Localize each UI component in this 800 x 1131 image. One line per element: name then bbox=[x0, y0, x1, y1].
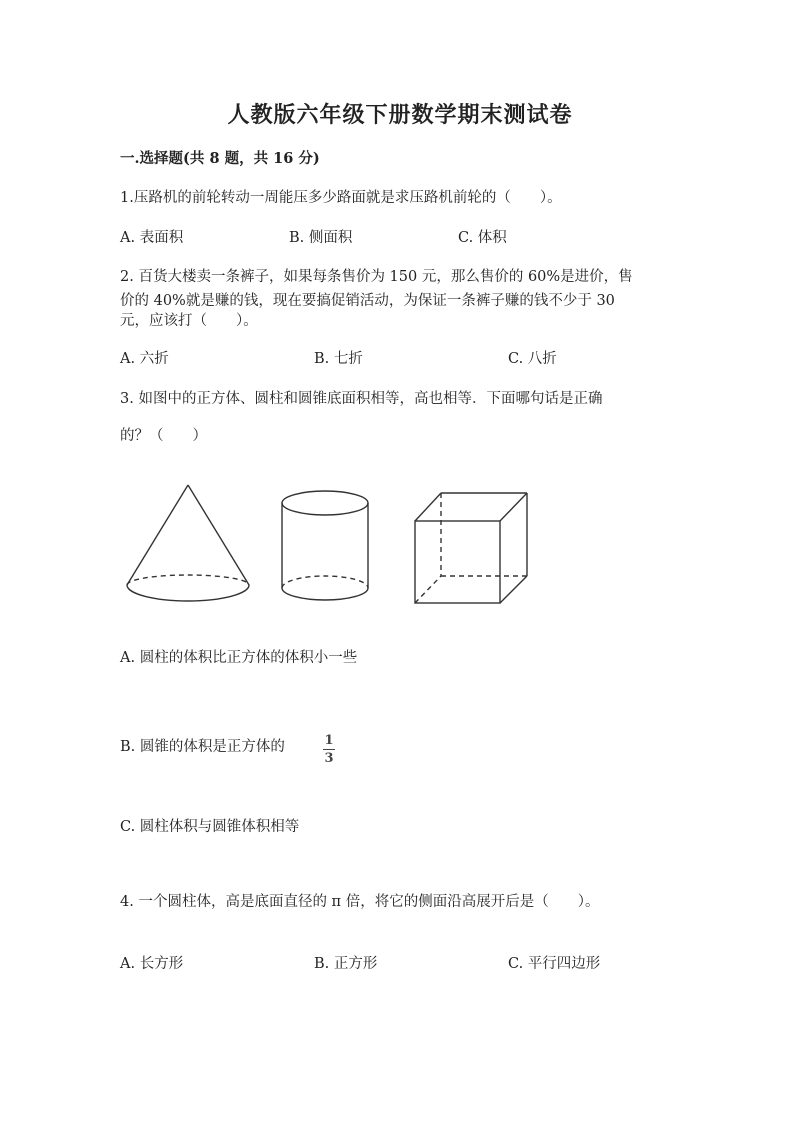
cylinder-figure bbox=[282, 491, 368, 600]
section-heading: 一.选择题(共 8 题，共 16 分) bbox=[120, 150, 320, 167]
fraction-bar bbox=[323, 749, 335, 750]
question-1-stem: 1.压路机的前轮转动一周能压多少路面就是求压路机前轮的（ ）。 bbox=[120, 190, 562, 206]
question-1-option-a: A. 表面积 bbox=[120, 230, 184, 246]
fraction-numerator: 1 bbox=[324, 733, 334, 748]
question-3-stem-line-1: 3. 如图中的正方体、圆柱和圆锥底面积相等，高也相等．下面哪句话是正确 bbox=[120, 391, 603, 407]
question-3-option-c: C. 圆柱体积与圆锥体积相等 bbox=[120, 819, 300, 835]
cone-figure bbox=[127, 485, 249, 601]
cube-figure bbox=[415, 493, 527, 603]
question-4-stem: 4. 一个圆柱体，高是底面直径的 π 倍，将它的侧面沿高展开后是（ ）。 bbox=[120, 894, 600, 910]
question-2-stem-line-1: 2. 百货大楼卖一条裤子，如果每条售价为 150 元，那么售价的 60%是进价，售 bbox=[120, 269, 633, 285]
question-4-option-c: C. 平行四边形 bbox=[508, 956, 601, 972]
question-3-stem-line-2: 的？（ ） bbox=[120, 428, 207, 444]
question-2-stem-line-3: 元，应该打（ ）。 bbox=[120, 313, 258, 329]
question-3-option-a: A. 圆柱的体积比正方体的体积小一些 bbox=[120, 650, 358, 666]
question-2-option-c: C. 八折 bbox=[508, 351, 557, 367]
question-3-option-b: B. 圆锥的体积是正方体的 bbox=[120, 739, 285, 755]
page-title: 人教版六年级下册数学期末测试卷 bbox=[227, 102, 573, 128]
question-2-stem-line-2: 价的 40%就是赚的钱，现在要搞促销活动，为保证一条裤子赚的钱不少于 30 bbox=[120, 293, 615, 309]
question-1-option-c: C. 体积 bbox=[458, 230, 507, 246]
fraction-denominator: 3 bbox=[324, 751, 334, 766]
fraction-one-third bbox=[322, 733, 336, 766]
question-1-option-b: B. 侧面积 bbox=[289, 230, 353, 246]
question-2-option-a: A. 六折 bbox=[120, 351, 169, 367]
question-4-option-b: B. 正方形 bbox=[314, 956, 378, 972]
question-4-option-a: A. 长方形 bbox=[120, 956, 184, 972]
question-2-option-b: B. 七折 bbox=[314, 351, 363, 367]
